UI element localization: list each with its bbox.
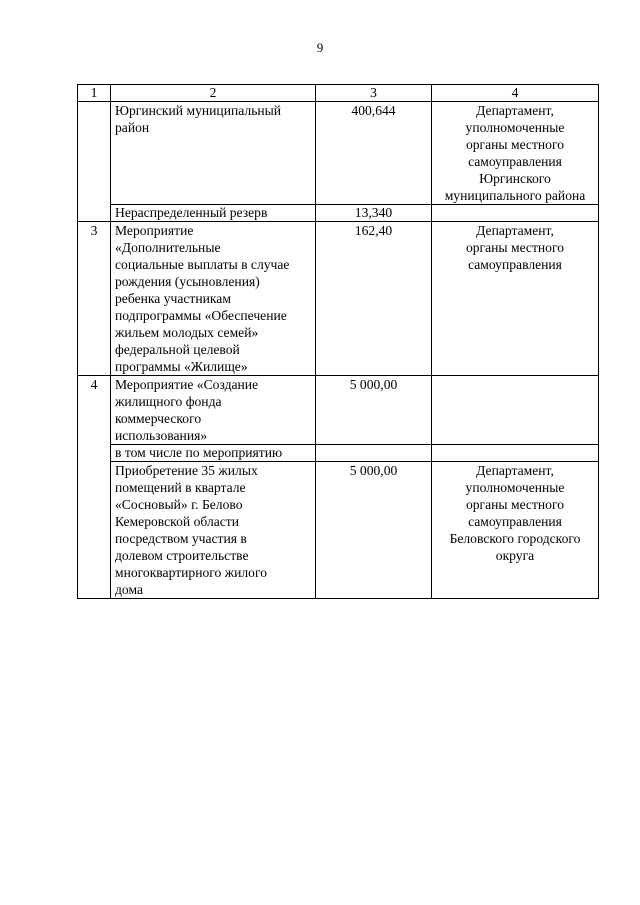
text-line: Департамент, [476, 463, 554, 478]
text-line: органы местного [465, 240, 565, 255]
amount-item-3: 162,40 [316, 222, 432, 376]
row-number-empty [78, 102, 111, 222]
text-line: уполномоченные [465, 120, 565, 135]
measure-name-3 [111, 222, 316, 376]
text-line: подпрограммы «Обеспечение [115, 308, 287, 323]
text-line: ребенка участникам [115, 291, 231, 306]
text-line: «Сосновый» г. Белово [115, 497, 243, 512]
text-line: помещений в квартале [115, 480, 246, 495]
header-cell-3: 3 [316, 85, 432, 102]
text-line: Беловского городского [449, 531, 581, 546]
text-line: округа [495, 548, 535, 563]
amount-including-empty [316, 445, 432, 462]
text-line: использования» [115, 428, 208, 443]
table-row-yurga [78, 102, 599, 205]
text-line: Департамент, [476, 103, 554, 118]
text-line: самоуправления [468, 257, 562, 272]
recipient-name-yurga [111, 102, 316, 205]
amount-reserve: 13,340 [316, 205, 432, 222]
table-header-row [78, 85, 599, 102]
text-line: Приобретение 35 жилых [115, 463, 258, 478]
row-number-3: 3 [78, 222, 111, 376]
header-cell-2: 2 [111, 85, 316, 102]
executor-reserve-empty [432, 205, 599, 222]
purchase-description [111, 462, 316, 599]
reserve-label: Нераспределенный резерв [111, 205, 316, 222]
executor-yurga [432, 102, 599, 205]
text-line: самоуправления [468, 154, 562, 169]
table-row-reserve [78, 205, 599, 222]
text-line: жилищного фонда [115, 394, 222, 409]
text-line: район [115, 120, 150, 135]
amount-yurga: 400,644 [316, 102, 432, 205]
text-line: Департамент, [476, 223, 554, 238]
text-line: «Дополнительные [115, 240, 221, 255]
text-line: органы местного [465, 137, 565, 152]
header-cell-4: 4 [432, 85, 599, 102]
text-line: Мероприятие «Создание [115, 377, 259, 392]
table-row-item-3 [78, 222, 599, 376]
measure-name-4 [111, 376, 316, 445]
executor-including-empty [432, 445, 599, 462]
text-line: социальные выплаты в случае [115, 257, 290, 272]
text-line: самоуправления [468, 514, 562, 529]
text-line: уполномоченные [465, 480, 565, 495]
table-row-including [78, 445, 599, 462]
text-line: рождения (усыновления) [115, 274, 260, 289]
text-line: коммерческого [115, 411, 202, 426]
table-row-item-4 [78, 376, 599, 445]
allocation-table [77, 84, 599, 599]
text-line: программы «Жилище» [115, 359, 248, 374]
text-line: Юргинский муниципальный [115, 103, 282, 118]
amount-item-4: 5 000,00 [316, 376, 432, 445]
executor-item-4-empty [432, 376, 599, 445]
header-cell-1: 1 [78, 85, 111, 102]
executor-purchase [432, 462, 599, 599]
amount-purchase: 5 000,00 [316, 462, 432, 599]
row-number-4: 4 [78, 376, 111, 599]
page-number: 9 [316, 40, 324, 55]
text-line: долевом строительстве [115, 548, 249, 563]
text-line: Кемеровской области [115, 514, 240, 529]
text-line: посредством участия в [115, 531, 247, 546]
including-label: в том числе по мероприятию [111, 445, 316, 462]
text-line: органы местного [465, 497, 565, 512]
text-line: многоквартирного жилого [115, 565, 267, 580]
text-line: федеральной целевой [115, 342, 240, 357]
executor-item-3 [432, 222, 599, 376]
table-row-purchase [78, 462, 599, 599]
text-line: Юргинского [479, 171, 551, 186]
text-line: жильем молодых семей» [115, 325, 259, 340]
text-line: муниципального района [444, 188, 586, 203]
text-line: Мероприятие [115, 223, 194, 238]
text-line: дома [115, 582, 143, 597]
